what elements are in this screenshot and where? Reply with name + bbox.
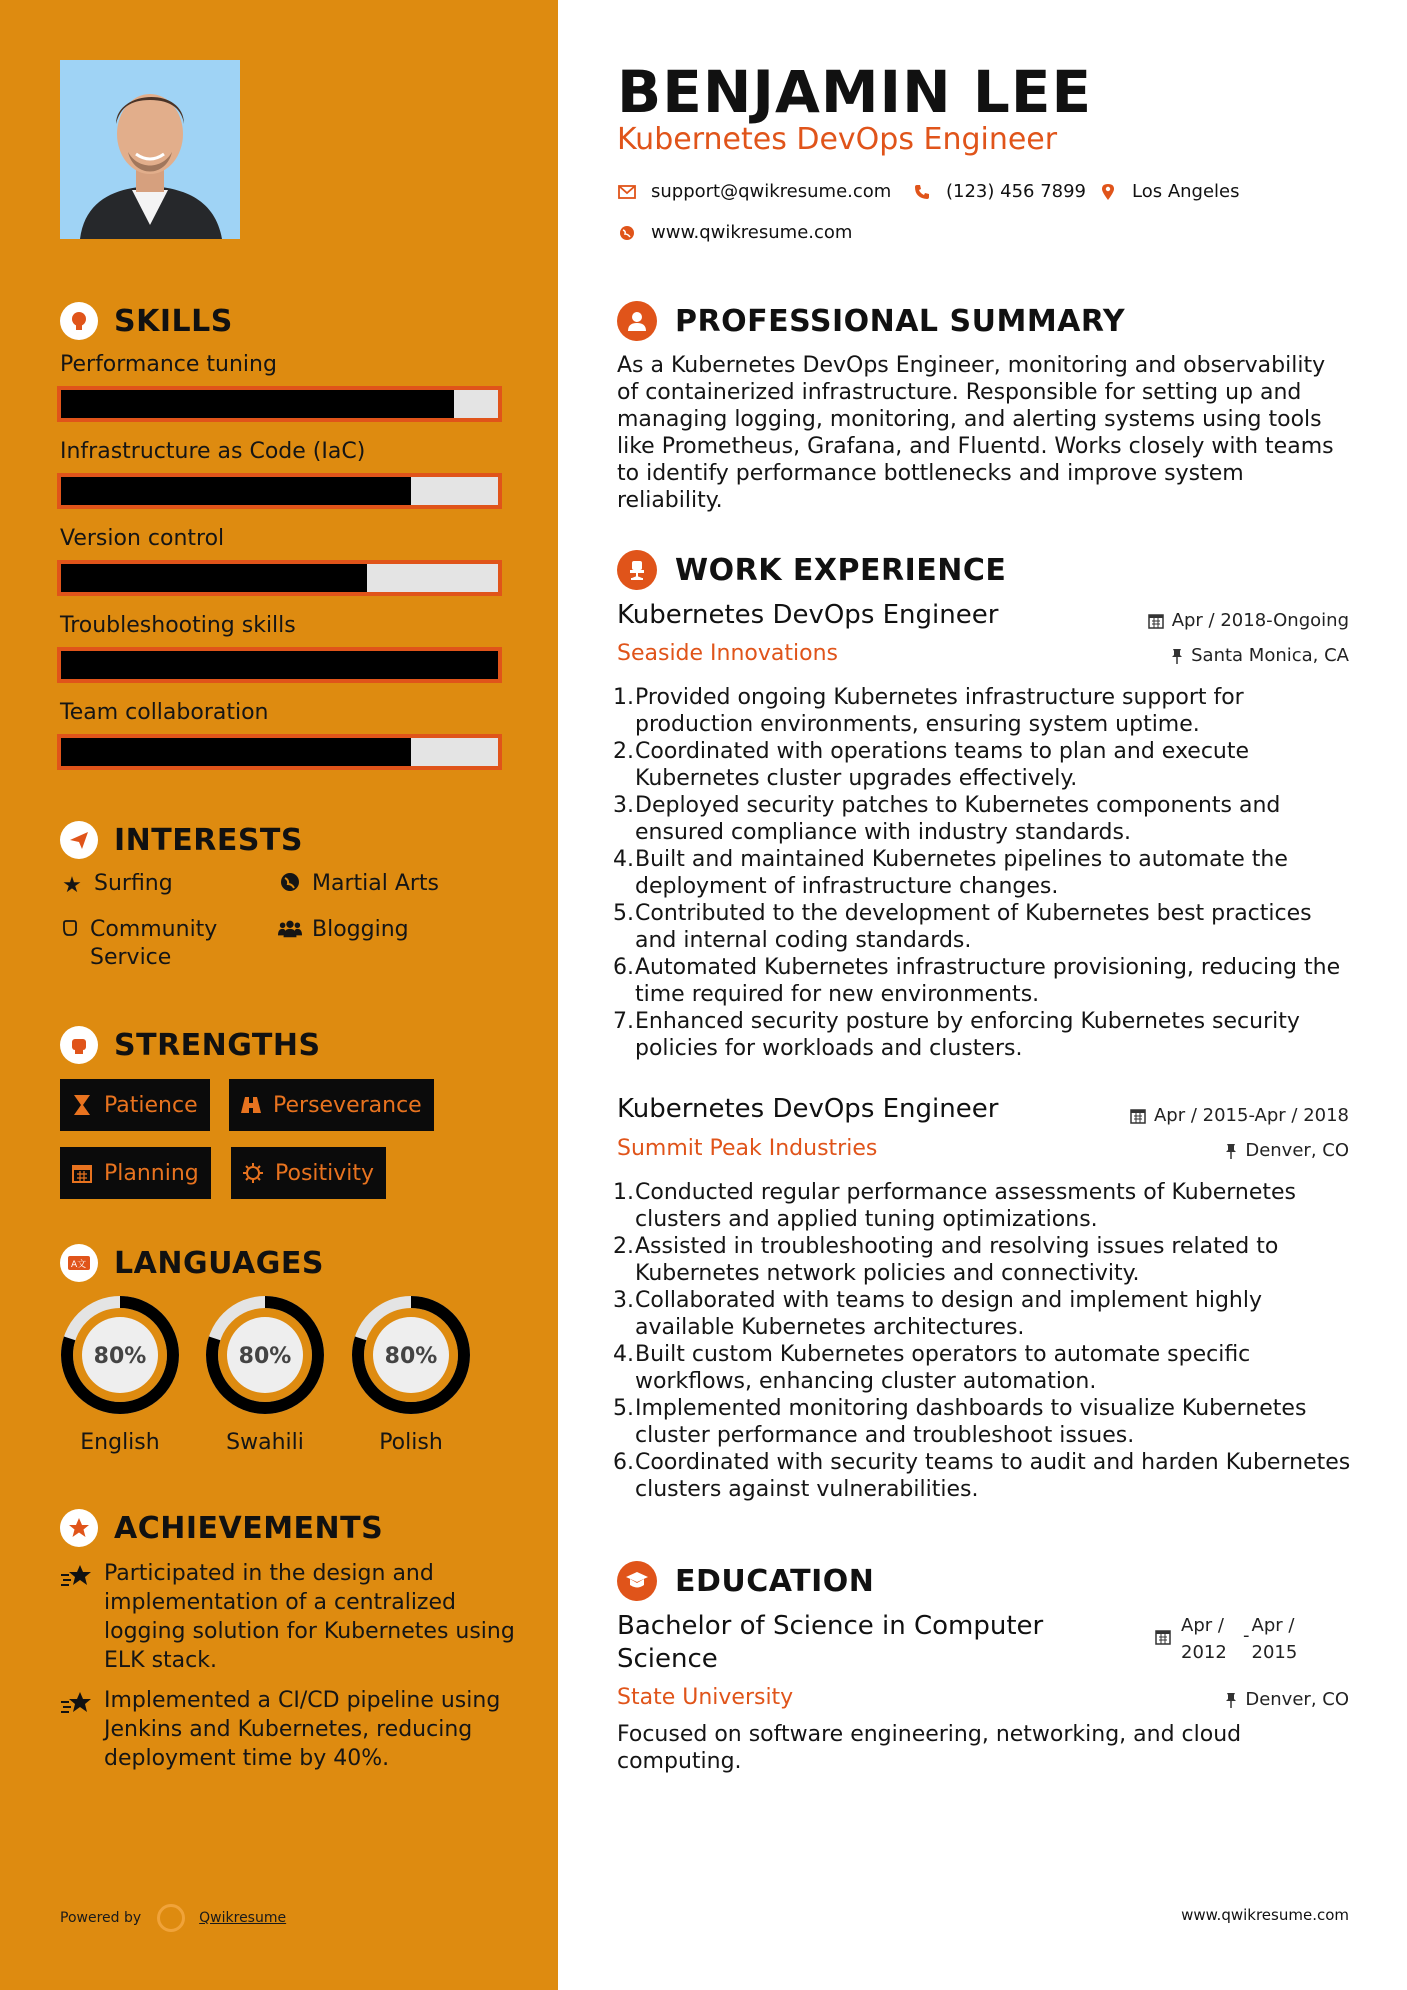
skill-bar <box>57 473 502 509</box>
interests-title: INTERESTS <box>114 822 303 858</box>
contact-location <box>1098 181 1240 202</box>
qwikresume-logo-icon <box>157 1904 185 1932</box>
experience-title: WORK EXPERIENCE <box>675 552 1007 588</box>
bullet-item: 6. Automated Kubernetes infrastructure provisioning, reducing the time required for new environments. <box>613 954 1353 1008</box>
achievement-item <box>60 1686 520 1773</box>
strength-label: Positivity <box>275 1160 375 1186</box>
education-description: Focused on software engineering, networking, and cloud computing. <box>617 1722 1242 1774</box>
pushpin-icon <box>1171 648 1183 664</box>
footer-url[interactable]: www.qwikresume.com <box>1181 1906 1349 1924</box>
bullet-item: 3. Collaborated with teams to design and implement highly available Kubernetes architectures. <box>613 1287 1353 1341</box>
star-icon: ★ <box>62 873 82 898</box>
language-name: Polish <box>379 1430 443 1455</box>
achievement-item <box>60 1559 520 1675</box>
language-name: English <box>80 1430 160 1455</box>
skill-bar <box>57 386 502 422</box>
language-percent: 80% <box>384 1344 438 1369</box>
interest-item <box>278 916 409 944</box>
languages-heading <box>60 1244 324 1282</box>
paper-plane-icon <box>60 821 98 859</box>
bullet-text: Conducted regular performance assessments of Kubernetes clusters and applied tuning optimizations. <box>635 1180 1296 1232</box>
language-item <box>350 1294 472 1455</box>
fist-icon <box>60 1026 98 1064</box>
languages-title: LANGUAGES <box>114 1245 324 1281</box>
job-bullets <box>613 1179 1353 1503</box>
skill-label: Performance tuning <box>60 352 277 377</box>
language-icon <box>60 1244 98 1282</box>
language-item <box>204 1294 326 1455</box>
experience-heading <box>617 550 1006 590</box>
school-name: State University <box>617 1685 794 1710</box>
bullet-item: 1. Provided ongoing Kubernetes infrastructure support for production environments, ensuring system uptime. <box>613 684 1353 738</box>
skill-label: Team collaboration <box>60 700 269 725</box>
degree-title: Bachelor of Science in Computer Science <box>617 1611 1044 1674</box>
interest-label: Surfing <box>94 871 173 896</box>
bullet-text: Built custom Kubernetes operators to automate specific workflows, enhancing cluster automation. <box>635 1342 1251 1394</box>
calendar-icon <box>1155 1612 1171 1666</box>
strength-badge <box>229 1079 434 1131</box>
education-location-text: Denver, CO <box>1245 1689 1349 1710</box>
website-text: www.qwikresume.com <box>651 222 853 243</box>
contact-phone[interactable] <box>912 181 1086 202</box>
strength-badge <box>60 1147 211 1199</box>
education-end: Apr / 2015 <box>1251 1615 1298 1663</box>
education-start: Apr / 2012 <box>1181 1615 1227 1663</box>
job-location-text: Denver, CO <box>1245 1140 1349 1161</box>
achievements-heading <box>60 1509 383 1547</box>
interests-heading <box>60 821 303 859</box>
interest-label: Blogging <box>312 917 409 942</box>
strength-badge <box>231 1147 386 1199</box>
language-percent: 80% <box>93 1344 147 1369</box>
hand-icon <box>60 916 80 938</box>
shooting-star-icon <box>60 1686 94 1773</box>
bullet-item: 2. Coordinated with operations teams to plan and execute Kubernetes cluster upgrades effectively. <box>613 738 1353 792</box>
bullet-text: Implemented monitoring dashboards to visualize Kubernetes cluster performance and troubleshoot issues. <box>635 1396 1307 1448</box>
bullet-text: Assisted in troubleshooting and resolving issues related to Kubernetes network policies and connectivity. <box>635 1234 1279 1286</box>
skill-label: Infrastructure as Code (IaC) <box>60 439 366 464</box>
powered-by <box>60 1904 286 1932</box>
bullet-item: 5. Implemented monitoring dashboards to visualize Kubernetes cluster performance and troubleshoot issues. <box>613 1395 1353 1449</box>
education-title: EDUCATION <box>675 1563 875 1599</box>
strength-label: Planning <box>104 1160 199 1186</box>
interest-item <box>60 916 260 972</box>
award-star-icon <box>60 1509 98 1547</box>
job-location <box>1171 645 1349 666</box>
graduation-cap-icon <box>617 1561 657 1601</box>
job-dates-text: Apr / 2015-Apr / 2018 <box>1153 1105 1349 1126</box>
job-dates <box>1130 1105 1349 1126</box>
job-title: Kubernetes DevOps Engineer <box>617 1094 999 1124</box>
candidate-role: Kubernetes DevOps Engineer <box>617 122 1058 157</box>
phone-icon <box>912 184 932 200</box>
bullet-item: 2. Assisted in troubleshooting and resolving issues related to Kubernetes network policies and connectivity. <box>613 1233 1353 1287</box>
job-title: Kubernetes DevOps Engineer <box>617 600 999 630</box>
strength-label: Perseverance <box>273 1092 422 1118</box>
profile-photo <box>60 60 240 239</box>
company-name: Seaside Innovations <box>617 641 838 666</box>
skill-bar-fill <box>61 564 367 592</box>
user-icon <box>617 301 657 341</box>
language-ring <box>204 1294 326 1416</box>
skills-title: SKILLS <box>114 303 233 339</box>
achievements-title: ACHIEVEMENTS <box>114 1510 384 1546</box>
bullet-text: Coordinated with security teams to audit and harden Kubernetes clusters against vulnerabilities. <box>635 1450 1351 1502</box>
candidate-name: BENJAMIN LEE <box>617 58 1093 126</box>
brand-link[interactable]: Qwikresume <box>199 1910 287 1926</box>
bullet-item: 6. Coordinated with security teams to audit and harden Kubernetes clusters against vulnerabilities. <box>613 1449 1353 1503</box>
lightbulb-icon <box>60 302 98 340</box>
location-text: Los Angeles <box>1132 181 1240 202</box>
binoculars-icon <box>239 1095 263 1115</box>
map-pin-icon <box>1098 183 1118 201</box>
bullet-text: Collaborated with teams to design and implement highly available Kubernetes architectures. <box>635 1288 1263 1340</box>
svg-text:A文: A文 <box>71 1260 87 1270</box>
bullet-text: Deployed security patches to Kubernetes components and ensured compliance with industry standards. <box>635 793 1281 845</box>
education-date-separator: - <box>1243 1625 1250 1646</box>
skill-bar-fill <box>61 651 498 679</box>
envelope-icon <box>617 185 637 199</box>
language-percent: 80% <box>238 1344 292 1369</box>
achievement-text: Implemented a CI/CD pipeline using Jenkins and Kubernetes, reducing deployment time by 40%. <box>104 1688 501 1771</box>
calendar-icon <box>1148 613 1164 629</box>
skill-bar-fill <box>61 477 411 505</box>
pushpin-icon <box>1225 1692 1237 1708</box>
skill-bar <box>57 734 502 770</box>
education-location <box>1225 1689 1349 1710</box>
shooting-star-icon <box>60 1559 94 1675</box>
skill-bar <box>57 560 502 596</box>
education-heading <box>617 1561 874 1601</box>
job-dates-text: Apr / 2018-Ongoing <box>1171 610 1349 631</box>
globe-icon <box>278 870 302 892</box>
office-chair-icon <box>617 550 657 590</box>
sidebar <box>0 0 558 1990</box>
strengths-title: STRENGTHS <box>114 1027 321 1063</box>
strength-label: Patience <box>104 1092 198 1118</box>
job-location-text: Santa Monica, CA <box>1191 645 1349 666</box>
interest-item <box>278 870 439 898</box>
summary-title: PROFESSIONAL SUMMARY <box>675 303 1126 339</box>
bullet-item: 5. Contributed to the development of Kubernetes best practices and internal coding standards. <box>613 900 1353 954</box>
bullet-item: 4. Built and maintained Kubernetes pipelines to automate the deployment of infrastructure changes. <box>613 846 1353 900</box>
interest-label: Martial Arts <box>312 871 440 896</box>
skill-label: Version control <box>60 526 225 551</box>
bullet-text: Contributed to the development of Kubernetes best practices and internal coding standards. <box>635 901 1312 953</box>
strengths-heading <box>60 1026 321 1064</box>
skill-bar-fill <box>61 390 454 418</box>
language-ring <box>350 1294 472 1416</box>
interest-label: Community Service <box>90 917 218 970</box>
contact-website[interactable] <box>617 222 852 243</box>
hourglass-icon <box>70 1094 94 1116</box>
email-text: support@qwikresume.com <box>651 181 892 202</box>
pushpin-icon <box>1225 1143 1237 1159</box>
phone-text: (123) 456 7899 <box>946 181 1087 202</box>
bullet-item: 1. Conducted regular performance assessments of Kubernetes clusters and applied tuning optimizations. <box>613 1179 1353 1233</box>
calendar-icon <box>1130 1108 1146 1124</box>
skill-label: Troubleshooting skills <box>60 613 296 638</box>
job-location <box>1225 1140 1349 1161</box>
bullet-text: Coordinated with operations teams to plan and execute Kubernetes cluster upgrades effectively. <box>635 739 1250 791</box>
calendar-icon <box>70 1162 94 1184</box>
language-name: Swahili <box>226 1430 304 1455</box>
interest-item <box>60 870 173 900</box>
company-name: Summit Peak Industries <box>617 1136 878 1161</box>
education-dates <box>1155 1612 1310 1666</box>
summary-text: As a Kubernetes DevOps Engineer, monitoring and observability of containerized infrastructure. Responsible for setting up and managing logging, monitoring, and alerting systems using tools like Prometheus, Grafana, and Fluentd. Works closely with teams to identify performance bottlenecks and improve system reliability. <box>617 353 1334 513</box>
achievement-text: Participated in the design and implementation of a centralized logging solution for Kubernetes using ELK stack. <box>104 1561 515 1673</box>
strength-badge <box>60 1079 210 1131</box>
job-dates <box>1148 610 1349 631</box>
bullet-item: 3. Deployed security patches to Kubernetes components and ensured compliance with industry standards. <box>613 792 1353 846</box>
bullet-item: 4. Built custom Kubernetes operators to automate specific workflows, enhancing cluster automation. <box>613 1341 1353 1395</box>
language-ring <box>59 1294 181 1416</box>
language-item <box>59 1294 181 1455</box>
bullet-item: 7. Enhanced security posture by enforcing Kubernetes security policies for workloads and clusters. <box>613 1008 1353 1062</box>
job-bullets <box>613 684 1353 1062</box>
bullet-text: Built and maintained Kubernetes pipelines to automate the deployment of infrastructure changes. <box>635 847 1288 899</box>
bullet-text: Automated Kubernetes infrastructure provisioning, reducing the time required for new environments. <box>635 955 1341 1007</box>
skills-heading <box>60 302 233 340</box>
globe-icon <box>617 225 637 241</box>
summary-heading <box>617 301 1125 341</box>
users-icon <box>278 916 302 938</box>
contact-email[interactable] <box>617 181 891 202</box>
sun-icon <box>241 1162 265 1184</box>
skill-bar <box>57 647 502 683</box>
bullet-text: Enhanced security posture by enforcing Kubernetes security policies for workloads and clusters. <box>635 1009 1300 1061</box>
bullet-text: Provided ongoing Kubernetes infrastructure support for production environments, ensuring system uptime. <box>635 685 1244 737</box>
powered-by-label: Powered by <box>60 1910 142 1926</box>
skill-bar-fill <box>61 738 411 766</box>
